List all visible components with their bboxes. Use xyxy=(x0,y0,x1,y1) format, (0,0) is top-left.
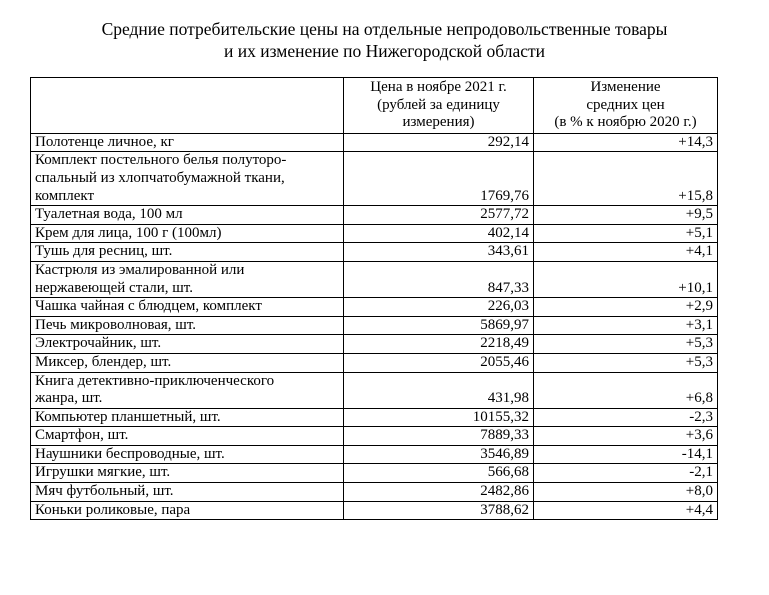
table-row xyxy=(31,372,718,408)
header-price xyxy=(344,78,534,134)
table-row xyxy=(31,501,718,520)
change-cell: +10,1 xyxy=(534,261,718,297)
change-cell: +15,8 xyxy=(534,152,718,206)
table-row xyxy=(31,445,718,464)
table-header-row xyxy=(31,78,718,134)
item-name-line: Тушь для ресниц, шт. xyxy=(35,243,173,260)
table-body xyxy=(31,133,718,519)
item-name-cell xyxy=(31,152,344,206)
item-name-line: Чашка чайная с блюдцем, комплект xyxy=(35,298,262,315)
price-cell: 3788,62 xyxy=(344,501,534,520)
prices-table xyxy=(30,77,718,520)
table-row xyxy=(31,298,718,317)
item-name-line: Туалетная вода, 100 мл xyxy=(35,206,183,223)
price-cell: 7889,33 xyxy=(344,427,534,446)
price-cell: 2482,86 xyxy=(344,483,534,502)
price-cell: 10155,32 xyxy=(344,408,534,427)
item-name-line: жанра, шт. xyxy=(35,390,103,407)
table-row xyxy=(31,408,718,427)
change-cell: +3,6 xyxy=(534,427,718,446)
item-name-cell xyxy=(31,335,344,354)
header-change-line: (в % к ноябрю 2020 г.) xyxy=(554,114,697,131)
price-cell: 226,03 xyxy=(344,298,534,317)
item-name-line: Полотенце личное, кг xyxy=(35,133,174,150)
item-name-cell xyxy=(31,353,344,372)
item-name-line: спальный из хлопчатобумажной ткани, xyxy=(35,169,285,186)
item-name-cell xyxy=(31,464,344,483)
change-cell: -2,1 xyxy=(534,464,718,483)
title-line-2: и их изменение по Нижегородской области xyxy=(224,41,545,61)
price-cell: 431,98 xyxy=(344,372,534,408)
table-row xyxy=(31,243,718,262)
change-cell: +4,1 xyxy=(534,243,718,262)
change-cell: +14,3 xyxy=(534,133,718,152)
item-name-line: Книга детективно-приключенческого xyxy=(35,372,275,389)
item-name-cell xyxy=(31,298,344,317)
price-cell: 2055,46 xyxy=(344,353,534,372)
item-name-cell xyxy=(31,408,344,427)
price-cell: 2577,72 xyxy=(344,206,534,225)
item-name-line: Электрочайник, шт. xyxy=(35,335,162,352)
table-row xyxy=(31,427,718,446)
table-row xyxy=(31,464,718,483)
item-name-line: Компьютер планшетный, шт. xyxy=(35,408,221,425)
table-row xyxy=(31,261,718,297)
title-line-1: Средние потребительские цены на отдельные непродовольственные товары xyxy=(101,19,668,39)
item-name-cell xyxy=(31,261,344,297)
item-name-cell xyxy=(31,501,344,520)
price-cell: 1769,76 xyxy=(344,152,534,206)
price-cell: 402,14 xyxy=(344,224,534,243)
change-cell: -14,1 xyxy=(534,445,718,464)
change-cell: +5,1 xyxy=(534,224,718,243)
item-name-line: Печь микроволновая, шт. xyxy=(35,316,197,333)
header-change xyxy=(534,78,718,134)
item-name-line: Мяч футбольный, шт. xyxy=(35,483,174,500)
table-row xyxy=(31,152,718,206)
table-row xyxy=(31,206,718,225)
item-name-line: Комплект постельного белья полуторо- xyxy=(35,152,287,169)
table-row xyxy=(31,316,718,335)
table-row xyxy=(31,133,718,152)
header-change-line: средних цен xyxy=(586,96,665,113)
item-name-cell xyxy=(31,372,344,408)
item-name-cell xyxy=(31,224,344,243)
change-cell: +9,5 xyxy=(534,206,718,225)
item-name-line: Наушники беспроводные, шт. xyxy=(35,445,225,462)
table-row xyxy=(31,353,718,372)
change-cell: +5,3 xyxy=(534,335,718,354)
change-cell: +5,3 xyxy=(534,353,718,372)
price-cell: 3546,89 xyxy=(344,445,534,464)
item-name-cell xyxy=(31,483,344,502)
price-cell: 343,61 xyxy=(344,243,534,262)
item-name-cell xyxy=(31,133,344,152)
item-name-cell xyxy=(31,206,344,225)
item-name-line: Игрушки мягкие, шт. xyxy=(35,464,171,481)
header-price-line: (рублей за единицу xyxy=(377,96,500,113)
price-cell: 847,33 xyxy=(344,261,534,297)
item-name-line: Коньки роликовые, пара xyxy=(35,501,191,518)
header-item-name xyxy=(31,78,344,134)
change-cell: +2,9 xyxy=(534,298,718,317)
table-row xyxy=(31,483,718,502)
item-name-line: Миксер, блендер, шт. xyxy=(35,353,172,370)
item-name-line: нержавеющей стали, шт. xyxy=(35,279,193,296)
header-change-line: Изменение xyxy=(590,79,661,95)
item-name-cell xyxy=(31,243,344,262)
table-row xyxy=(31,224,718,243)
item-name-line: Крем для лица, 100 г (100мл) xyxy=(35,224,222,241)
item-name-cell xyxy=(31,445,344,464)
price-cell: 5869,97 xyxy=(344,316,534,335)
change-cell: +3,1 xyxy=(534,316,718,335)
price-cell: 292,14 xyxy=(344,133,534,152)
price-cell: 566,68 xyxy=(344,464,534,483)
change-cell: +6,8 xyxy=(534,372,718,408)
item-name-line: комплект xyxy=(35,187,95,204)
table-row xyxy=(31,335,718,354)
document-title xyxy=(0,18,769,62)
header-price-line: измерения) xyxy=(402,114,475,131)
change-cell: +4,4 xyxy=(534,501,718,520)
item-name-line: Смартфон, шт. xyxy=(35,427,129,444)
item-name-cell xyxy=(31,316,344,335)
price-cell: 2218,49 xyxy=(344,335,534,354)
item-name-cell xyxy=(31,427,344,446)
change-cell: -2,3 xyxy=(534,408,718,427)
header-price-line: Цена в ноябре 2021 г. xyxy=(370,79,507,95)
change-cell: +8,0 xyxy=(534,483,718,502)
item-name-line: Кастрюля из эмалированной или xyxy=(35,261,245,278)
